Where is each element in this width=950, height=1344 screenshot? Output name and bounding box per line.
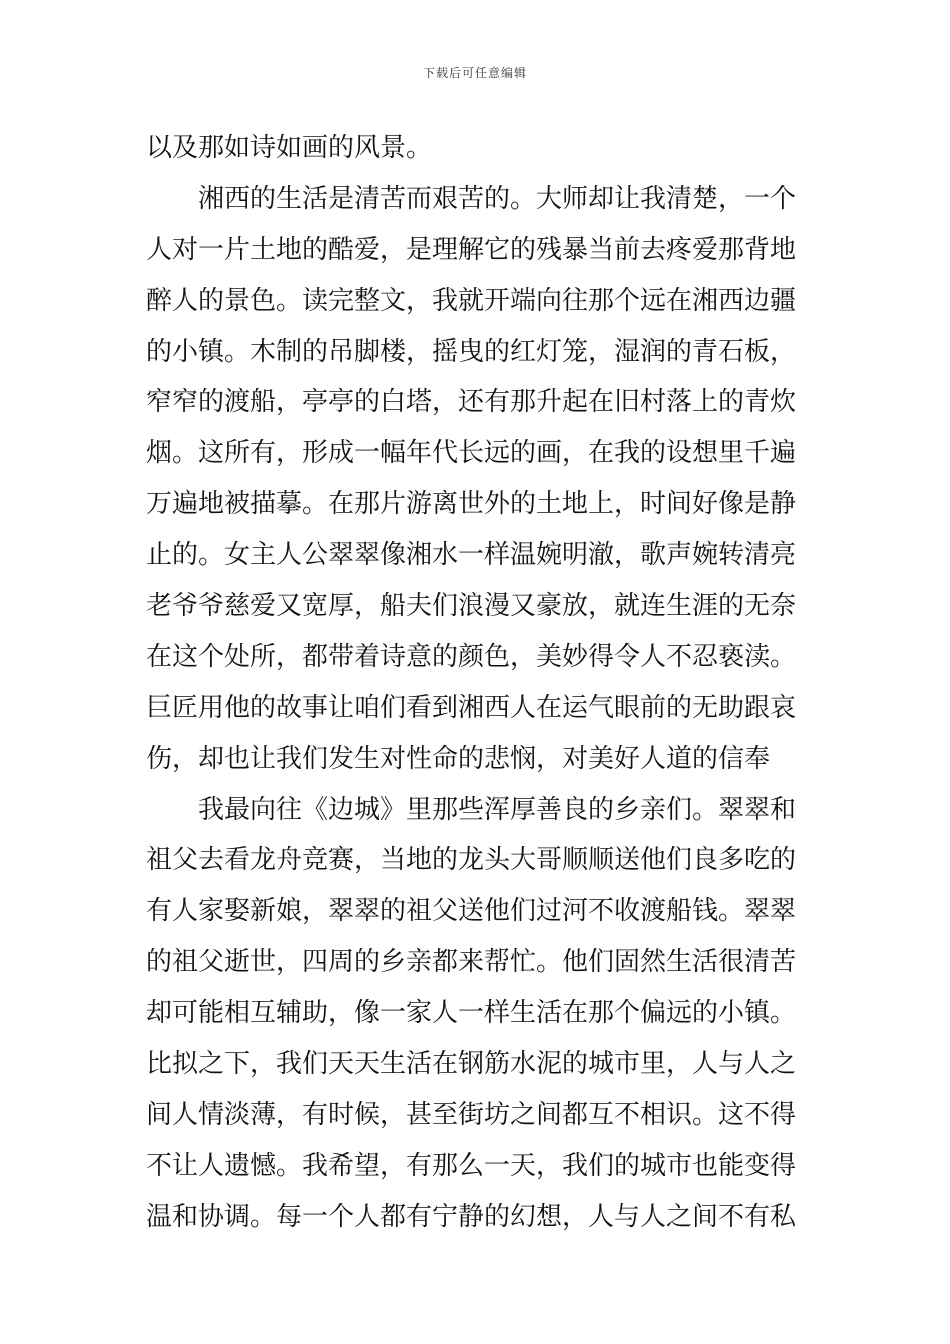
text-line: 老爷爷慈爱又宽厚，船夫们浪漫又豪放，就连生涯的无奈 [146, 591, 797, 622]
text-line: 比拟之下，我们天天生活在钢筋水泥的城市里，人与人之 [146, 1049, 797, 1080]
text-line: 我最向往《边城》里那些浑厚善良的乡亲们。翠翠和 [198, 794, 797, 825]
text-line: 有人家娶新娘，翠翠的祖父送他们过河不收渡船钱。翠翠 [146, 896, 797, 927]
text-line: 在这个处所，都带着诗意的颜色，美妙得令人不忍亵渎。 [146, 641, 797, 672]
text-line: 巨匠用他的故事让咱们看到湘西人在运气眼前的无助跟哀 [146, 692, 797, 723]
text-line: 不让人遗憾。我希望，有那么一天，我们的城市也能变得 [146, 1150, 797, 1181]
text-line: 却可能相互辅助，像一家人一样生活在那个偏远的小镇。 [146, 998, 797, 1029]
text-line: 烟。这所有，形成一幅年代长远的画，在我的设想里千遍 [146, 438, 797, 469]
text-line: 间人情淡薄，有时候，甚至街坊之间都互不相识。这不得 [146, 1099, 797, 1130]
text-line: 伤，却也让我们发生对性命的悲悯，对美好人道的信奉 [146, 743, 771, 774]
text-line: 祖父去看龙舟竞赛，当地的龙头大哥顺顺送他们良多吃的 [146, 845, 797, 876]
text-line: 醉人的景色。读完整文，我就开端向往那个远在湘西边疆 [146, 285, 797, 316]
page-header: 下载后可任意编辑 [422, 66, 527, 80]
text-line: 窄窄的渡船，亭亭的白塔，还有那升起在旧村落上的青炊 [146, 387, 797, 418]
text-line: 止的。女主人公翠翠像湘水一样温婉明澈，歌声婉转清亮 [146, 540, 797, 571]
text-line: 温和协调。每一个人都有宁静的幻想，人与人之间不有私 [146, 1201, 797, 1232]
text-line: 湘西的生活是清苦而艰苦的。大师却让我清楚，一个 [198, 183, 797, 214]
text-line: 以及那如诗如画的风景。 [146, 133, 433, 163]
text-line: 人对一片土地的酷爱，是理解它的残暴当前去疼爱那背地 [146, 234, 797, 265]
text-line: 的祖父逝世，四周的乡亲都来帮忙。他们固然生活很清苦 [146, 947, 797, 978]
body-text [146, 127, 806, 1247]
text-line: 的小镇。木制的吊脚楼，摇曳的红灯笼，湿润的青石板， [146, 336, 797, 367]
text-line: 万遍地被描摹。在那片游离世外的土地上，时间好像是静 [146, 489, 797, 520]
